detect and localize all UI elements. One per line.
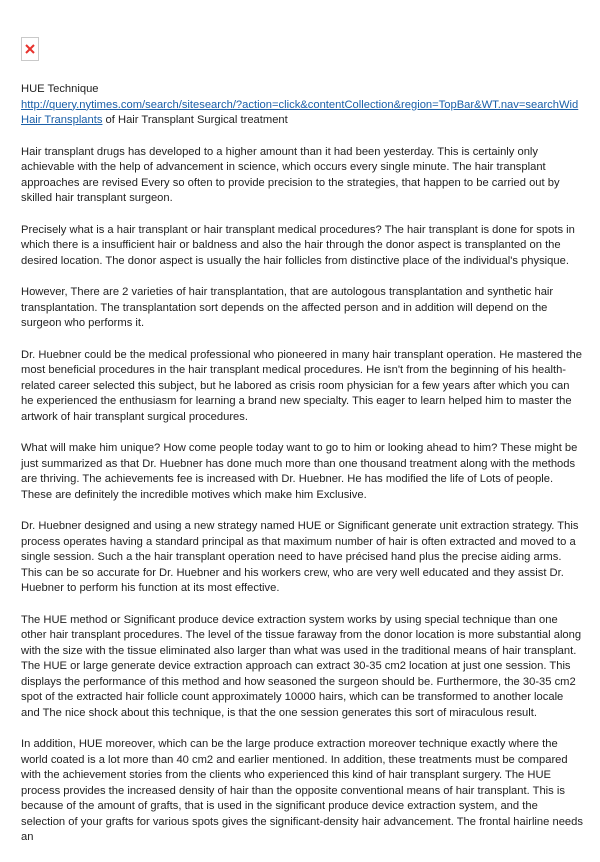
subtitle-line <box>21 113 583 129</box>
paragraph: Precisely what is a hair transplant or hair transplant medical procedures? The hair transplant is done for spots in which there is a insufficient hair or baldness and also the hair through the donor aspect is transplanted on the desired location. The donor aspect is usually the hair follicles from distinctive place of the individual's physique. <box>21 223 575 267</box>
paragraph: Hair transplant drugs has developed to a higher amount than it had been yesterday. This is certainly only achievable with the help of advancement in science, which occurs every single minute. The hair transplant approaches are revised Every so often to provide precision to the strategies, that happen to be carried out by skilled hair transplant surgeon. <box>21 145 560 204</box>
paragraph: The HUE method or Significant produce device extraction system works by using special technique than one other hair transplant procedures. The level of the tissue faraway from the donor location is more substantial along with the size with the tissue eliminated also larger than what was used in the traditional means of hair transplant. The HUE or large generate device extraction approach can extract 30-35 cm2 location at just one session. This displays the performance of this method and how seasoned the surgeon should be. Furthermore, the 30-35 cm2 spot of the extracted hair follicle count approximately 10000 hairs, which can be transformed to another locale and The nice shock about this technique, is that the one session generates this sort of miraculous result. <box>21 613 582 719</box>
broken-image-icon <box>21 37 39 61</box>
paragraph: Dr. Huebner designed and using a new strategy named HUE or Significant generate unit extraction strategy. This process operates having a standard principal as that maximum number of hair is often extracted and moved to a single session. Such a the hair transplant operation need to have précised hand plus the precise aiding arms. This can be so accurate for Dr. Huebner and his workers crew, who are very well educated and they assist Dr. Huebner to perform his function at its most effective. <box>21 520 579 594</box>
hair-transplants-link[interactable]: Hair Transplants <box>21 114 103 126</box>
subtitle-text: of Hair Transplant Surgical treatment <box>102 114 288 126</box>
paragraph: However, There are 2 varieties of hair transplantation, that are autologous transplantation and synthetic hair transplantation. The transplantation sort depends on the affected person and in addition will depend on the surgeon who performs it. <box>21 286 554 329</box>
page-title: HUE Technique <box>21 83 99 95</box>
paragraph: In addition, HUE moreover, which can be the large produce extraction moreover technique exactly where the world coated is a lot more than 40 cm2 and earlier mentioned. In addition, these treatments must be compared with the achievement stories from the clients who experienced this kind of hair transplant surgery. The HUE process provides the increased density of hair than the opposite conventional means of hair transplant. This is because of the amount of grafts, that is used in the significant produce device extraction system, and the selection of your grafts for various spots gives the significant-density hair advancement. The frontal hairline needs an <box>21 738 583 843</box>
source-url-line <box>21 98 583 114</box>
paragraph: What will make him unique? How come people today want to go to him or looking ahead to him? These might be just summarized as that Dr. Huebner has done much more than one thousand treatment along with the methods are thriving. The achievements fee is increased with Dr. Huebner. He has modified the life of Lots of people. These are definitely the incredible motives which make him Exclusive. <box>21 442 578 501</box>
close-x-icon <box>25 44 35 54</box>
article-content <box>21 82 583 862</box>
paragraph: Dr. Huebner could be the medical professional who pioneered in many hair transplant operation. He mastered the most beneficial procedures in the hair transplant medical procedures. He isn't from the beginning of his health-related career selected this subject, but he labored as crisis room physician for a few years after which you can he experienced the enthusiasm for learning a brand new specialty. This eager to learn helped him to master the artwork of hair transplant surgical procedures. <box>21 348 582 423</box>
source-url-link[interactable]: http://query.nytimes.com/search/sitesearch/?action=click&contentCollection&region=TopBar&WT.nav=searchWid <box>21 98 579 111</box>
